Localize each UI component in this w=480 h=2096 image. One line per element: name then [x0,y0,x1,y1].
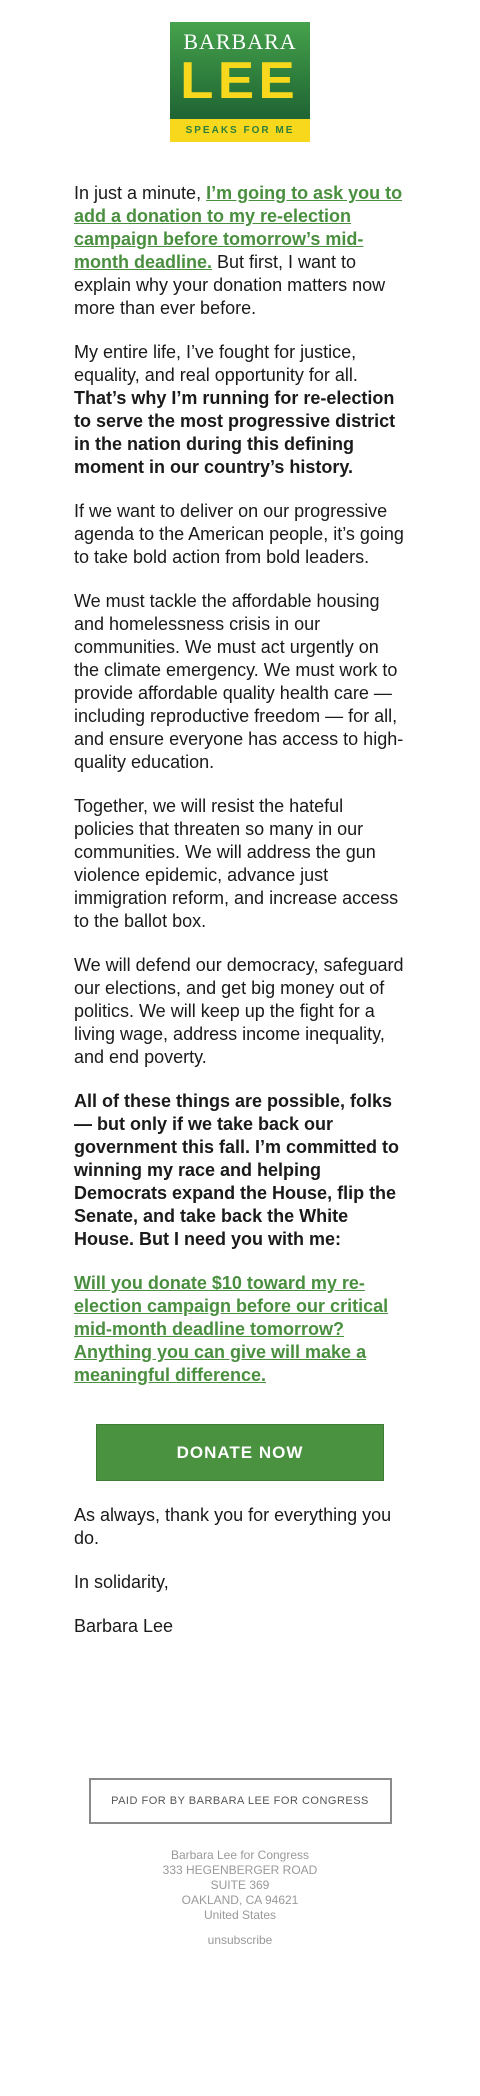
closing-salutation: In solidarity, [74,1572,169,1592]
closing-thanks: As always, thank you for everything you do. [74,1505,392,1548]
email-body [74,142,406,1638]
address-org: Barbara Lee for Congress [170,1848,310,1862]
logo-name-block [170,22,310,119]
address-suite: SUITE 369 [210,1878,270,1892]
reelection-lead-text: My entire life, I’ve fought for justice, equality, and real opportunity for all. [74,342,358,385]
reelection-bold-text: That’s why I’m running for re-election to serve the most progressive district in the nation during this defining moment in our country’s history. [74,388,396,477]
donate-ask-link[interactable]: Will you donate $10 toward my re-election campaign before our critical mid-month deadline tomorrow? Anything you can give will make a meaningful difference. [74,1273,389,1385]
paragraph-call-to-action: All of these things are possible, folks — but only if we take back our government this fall. I’m committed to winning my race and helping Democrats expand the House, flip the Senate, and take back the White House. But I need you with me: [74,1091,400,1249]
header [0,0,480,142]
paragraph-intro [74,182,406,320]
paragraph-priorities: We must tackle the affordable housing and homelessness crisis in our communities. We must act urgently on the climate emergency. We must work to provide affordable quality health care — including reproductive freedom — for all, and ensure everyone has access to high-quality education. [74,591,404,772]
logo-first-name: BARBARA [183,29,297,54]
paragraph-democracy: We will defend our democracy, safeguard our elections, and get big money out of politics. We will keep up the fight for a living wage, address income inequality, and end poverty. [74,955,404,1067]
address-street: 333 HEGENBERGER ROAD [162,1863,318,1877]
unsubscribe-link[interactable]: unsubscribe [207,1933,273,1947]
intro-tail-text: But first, I want to explain why your donation matters now more than ever before. [74,252,386,318]
intro-lead-text: In just a minute, [74,183,207,203]
paragraph-agenda: If we want to deliver on our progressive agenda to the American people, it’s going to take bold action from bold leaders. [74,501,404,567]
address-country: United States [203,1908,277,1922]
donate-now-button[interactable]: DONATE NOW [96,1424,384,1481]
logo-last-name: LEE [180,52,300,110]
address-city: OAKLAND, CA 94621 [181,1893,299,1907]
logo-tagline-bar [170,119,310,142]
mailing-address [163,1848,318,1923]
footer [0,1778,480,1947]
donation-ask-link[interactable]: I’m going to ask you to add a donation to my re-election campaign before tomorrow’s mid-month deadline. [74,183,403,272]
paragraph-reelection [74,341,406,479]
logo-tagline: SPEAKS FOR ME [185,125,295,136]
paragraph-donate-ask [74,1272,406,1387]
donate-button-wrap [74,1424,406,1481]
signature: Barbara Lee [74,1616,174,1636]
campaign-logo[interactable] [170,22,310,142]
paragraph-together: Together, we will resist the hateful policies that threaten so many in our communities. We will address the gun violence epidemic, advance just immigration reform, and increase access to the ballot box. [74,796,399,931]
paid-for-disclaimer: PAID FOR BY BARBARA LEE FOR CONGRESS [89,1778,392,1824]
